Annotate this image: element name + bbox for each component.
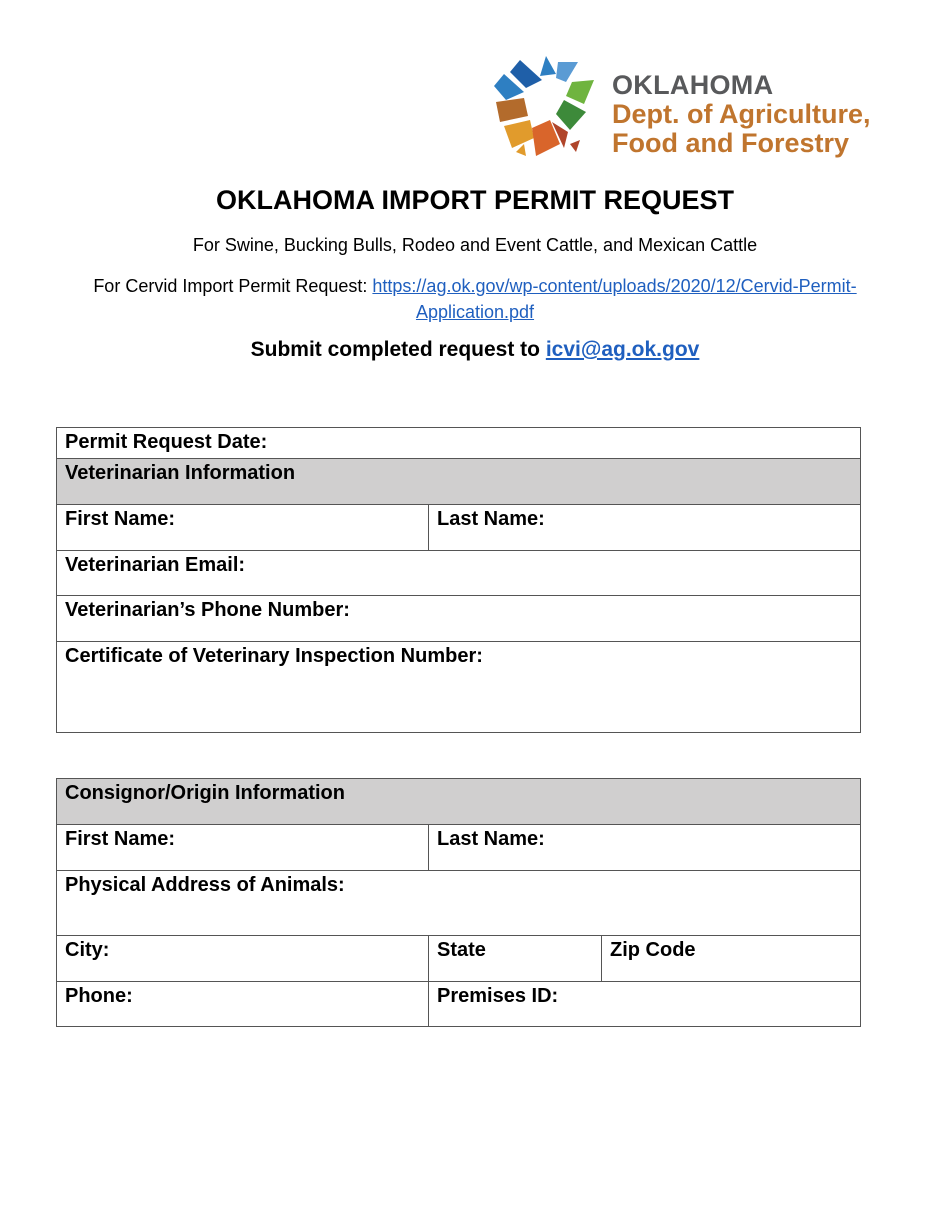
agency-logo — [490, 52, 910, 164]
zip-code-field[interactable]: Zip Code — [602, 936, 861, 982]
page-subtitle: For Swine, Bucking Bulls, Rodeo and Event Cattle, and Mexican Cattle — [192, 235, 758, 255]
logo-text — [612, 70, 871, 158]
logo-line-2: Dept. of Agriculture, — [612, 99, 871, 129]
star-logo-icon — [490, 52, 602, 160]
vet-first-name-field[interactable]: First Name: — [57, 505, 429, 551]
cervid-permit-link[interactable]: https://ag.ok.gov/wp-content/uploads/2020/12/Cervid-Permit-Application.pdf — [372, 276, 857, 322]
state-field[interactable]: State — [429, 936, 602, 982]
permit-date-field[interactable]: Permit Request Date: — [57, 428, 861, 459]
physical-address-field[interactable]: Physical Address of Animals: — [57, 871, 861, 936]
vet-phone-field[interactable]: Veterinarian’s Phone Number: — [57, 596, 861, 642]
consignor-section-header: Consignor/Origin Information — [57, 779, 861, 825]
consignor-last-name-field[interactable]: Last Name: — [429, 825, 861, 871]
consignor-phone-field[interactable]: Phone: — [57, 982, 429, 1027]
cervid-permit-note — [60, 273, 890, 325]
logo-line-1: OKLAHOMA — [612, 70, 774, 100]
premises-id-field[interactable]: Premises ID: — [429, 982, 861, 1027]
city-field[interactable]: City: — [57, 936, 429, 982]
cervid-label: For Cervid Import Permit Request: — [93, 276, 373, 296]
submit-label: Submit completed request to — [250, 338, 546, 361]
submit-instructions — [0, 338, 950, 362]
cvi-number-field[interactable]: Certificate of Veterinary Inspection Number: — [57, 642, 861, 733]
consignor-first-name-field[interactable]: First Name: — [57, 825, 429, 871]
vet-email-field[interactable]: Veterinarian Email: — [57, 551, 861, 596]
logo-line-3: Food and Forestry — [612, 128, 850, 158]
veterinarian-table — [56, 427, 861, 733]
submit-email-link[interactable]: icvi@ag.ok.gov — [545, 338, 700, 361]
vet-last-name-field[interactable]: Last Name: — [429, 505, 861, 551]
veterinarian-section-header: Veterinarian Information — [57, 459, 861, 505]
page-title: OKLAHOMA IMPORT PERMIT REQUEST — [216, 185, 734, 215]
consignor-table — [56, 778, 861, 1027]
